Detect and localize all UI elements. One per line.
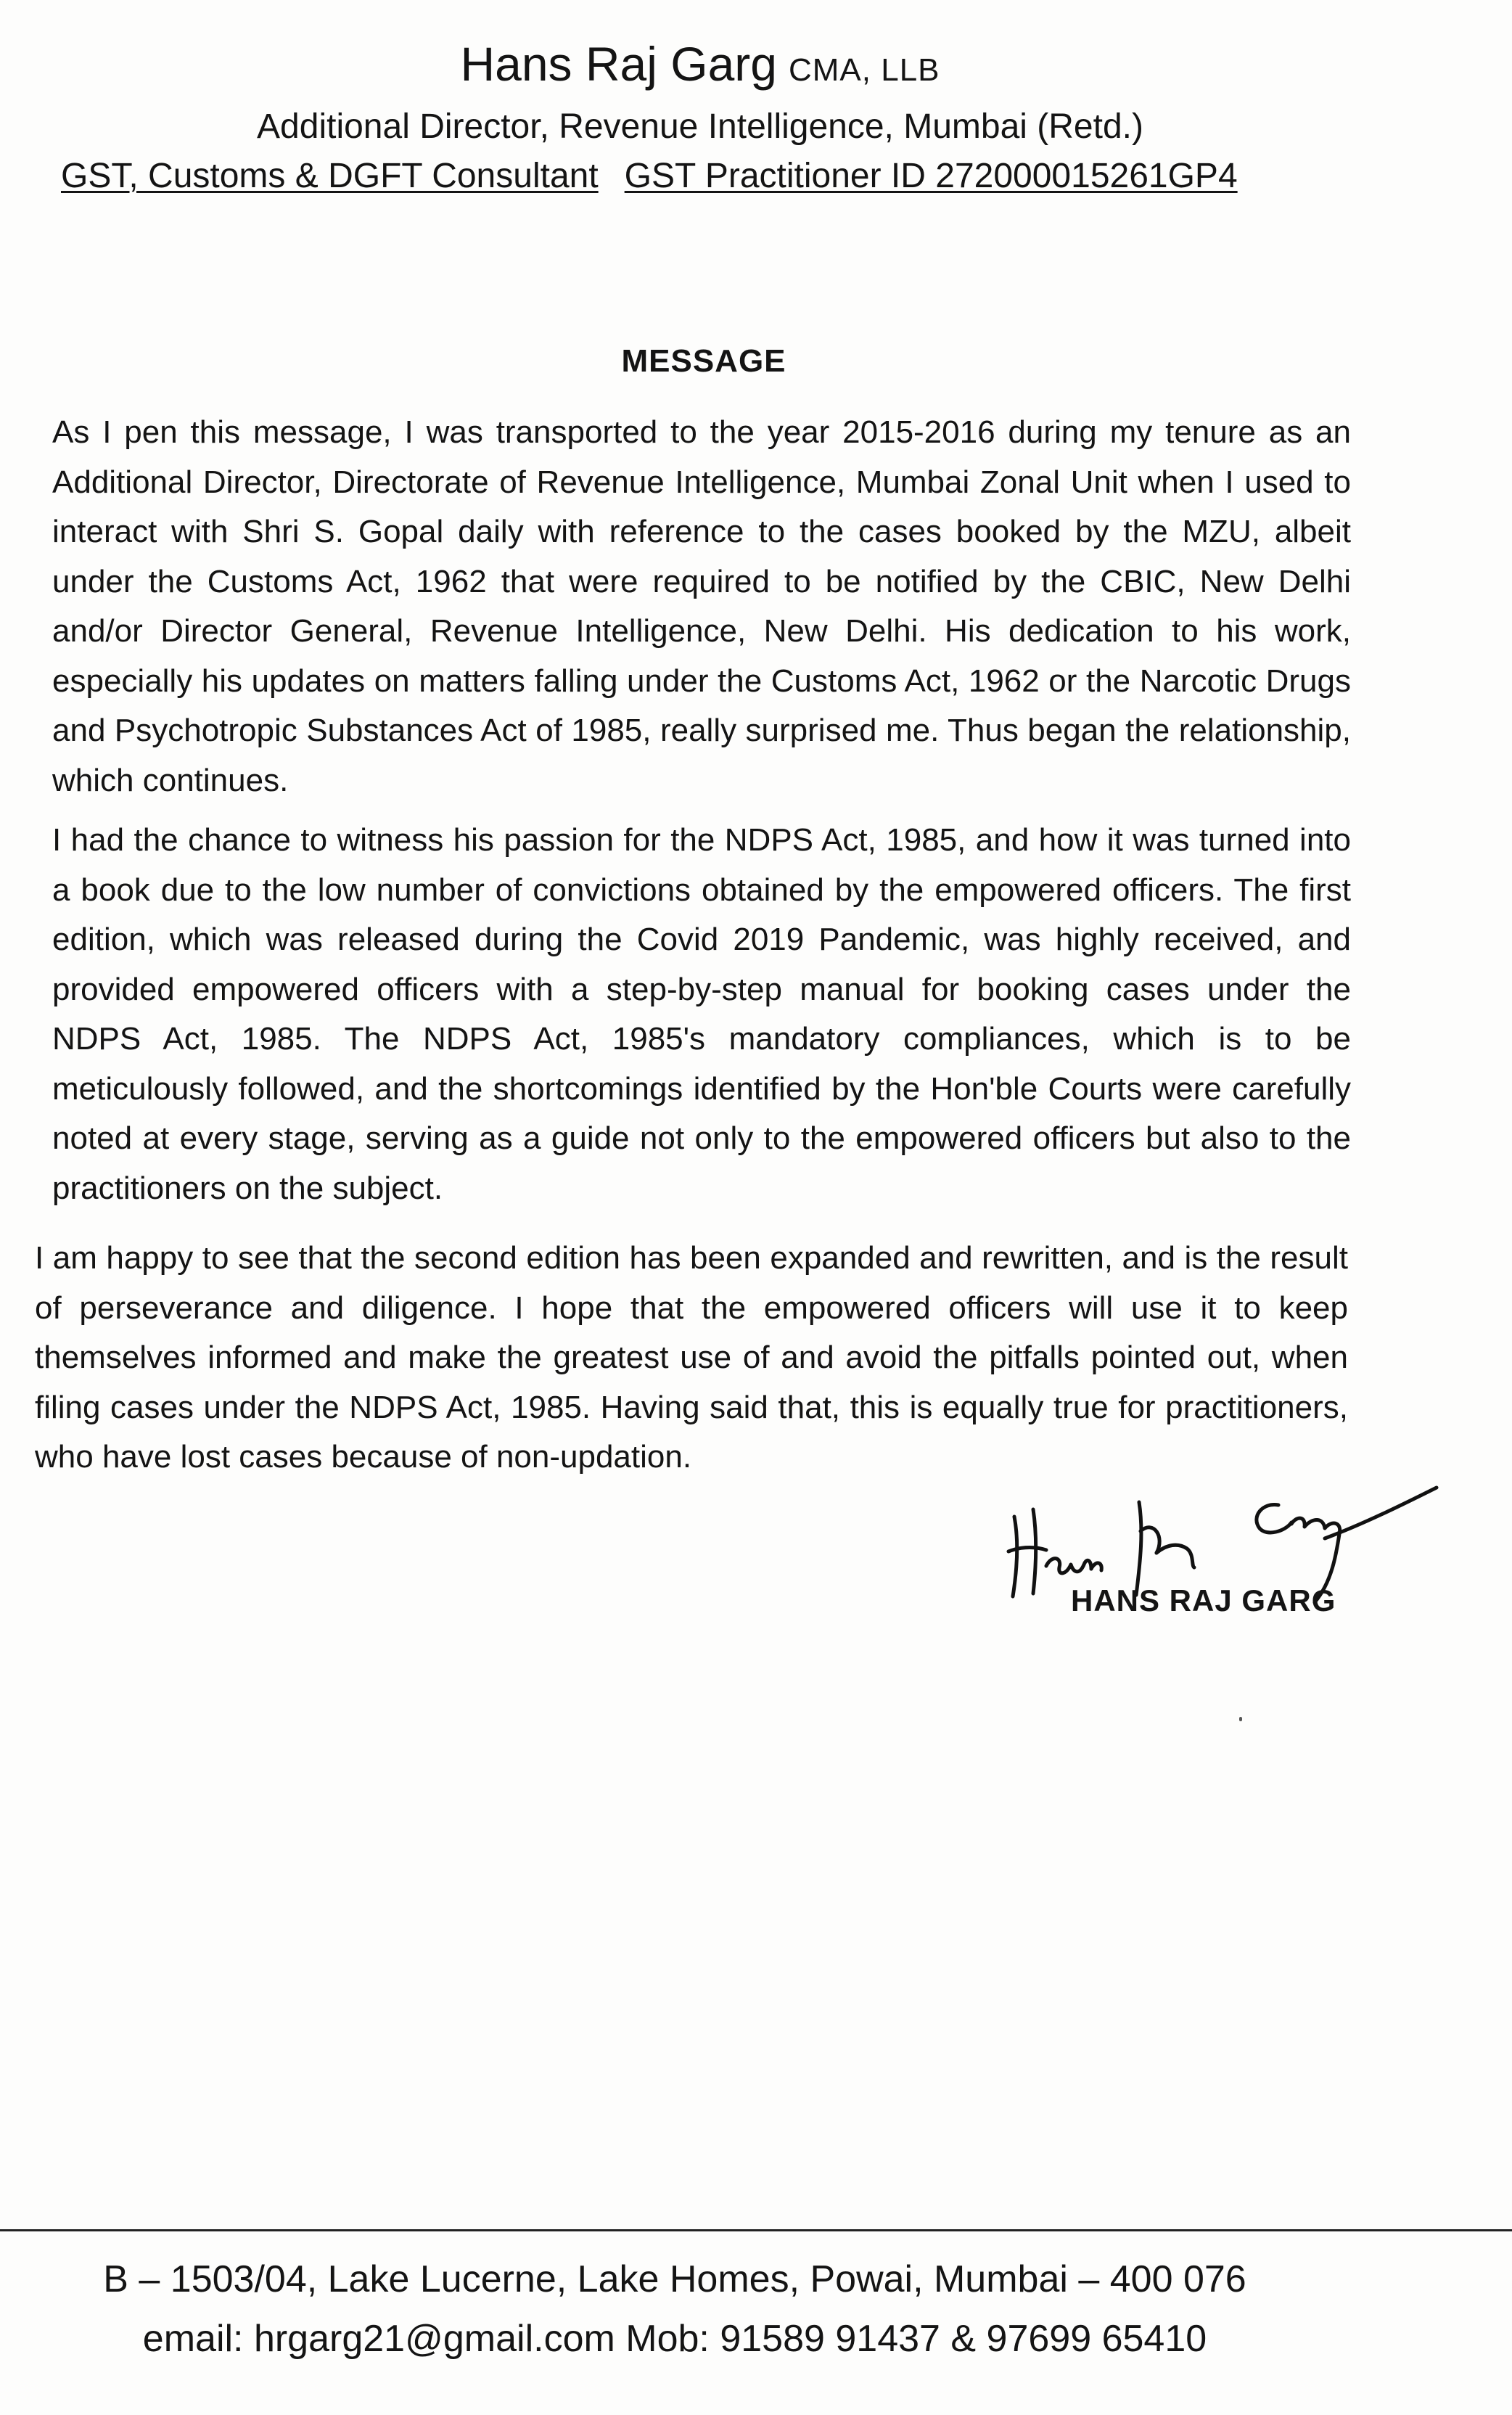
footer-divider xyxy=(0,2229,1512,2231)
signatory-name: HANS RAJ GARG xyxy=(1071,1583,1336,1617)
author-name: Hans Raj Garg xyxy=(460,37,777,91)
practitioner-id: GST Practitioner ID 272000015261GP4 xyxy=(624,157,1238,195)
author-designation: Additional Director, Revenue Intelligence, Mumbai (Retd.) xyxy=(257,107,1143,146)
footer-address: B – 1503/04, Lake Lucerne, Lake Homes, Powai, Mumbai – 400 076 xyxy=(103,2258,1246,2300)
letterhead-name-line xyxy=(0,29,1400,105)
scan-speck xyxy=(1239,1717,1242,1721)
message-paragraph-2: I had the chance to witness his passion for the NDPS Act, 1985, and how it was turned into a book due to the low number of convictions obtained by the empowered officers. The first edition, which was released during the Covid 2019 Pandemic, was highly received, and provided empowered officers with a step-by-step manual for booking cases under the NDPS Act, 1985. The NDPS Act, 1985's mandatory compliances, which is to be meticulously followed, and the shortcomings identified by the Hon'ble Courts were carefully noted at every stage, serving as a guide not only to the empowered officers but also to the practitioners on the subject. xyxy=(52,822,1351,1206)
letterhead-services-line xyxy=(61,152,1352,200)
message-paragraph-1: As I pen this message, I was transported to the year 2015-2016 during my tenure as an Additional Director, Directorate of Revenue Intelligence, Mumbai Zonal Unit when I used to interact with Shri S. Gopal daily with reference to the cases booked by the MZU, albeit under the Customs Act, 1962 that were required to be notified by the CBIC, New Delhi and/or Director General, Revenue Intelligence, New Delhi. His dedication to his work, especially his updates on matters falling under the Customs Act, 1962 or the Narcotic Drugs and Psychotropic Substances Act of 1985, really surprised me. Thus began the relationship, which continues. xyxy=(52,414,1351,798)
message-title: MESSAGE xyxy=(621,343,786,379)
author-role: GST, Customs & DGFT Consultant xyxy=(61,157,599,195)
footer-contact: email: hrgarg21@gmail.com Mob: 91589 91437 & 97699 65410 xyxy=(142,2318,1207,2360)
author-qualifications: CMA, LLB xyxy=(789,52,940,88)
message-paragraph-3: I am happy to see that the second edition has been expanded and rewritten, and is the result of perseverance and diligence. I hope that the empowered officers will use it to keep themselves informed and make the greatest use of and avoid the pitfalls pointed out, when filing cases under the NDPS Act, 1985. Having said that, this is equally true for practitioners, who have lost cases because of non-updation. xyxy=(35,1240,1348,1475)
